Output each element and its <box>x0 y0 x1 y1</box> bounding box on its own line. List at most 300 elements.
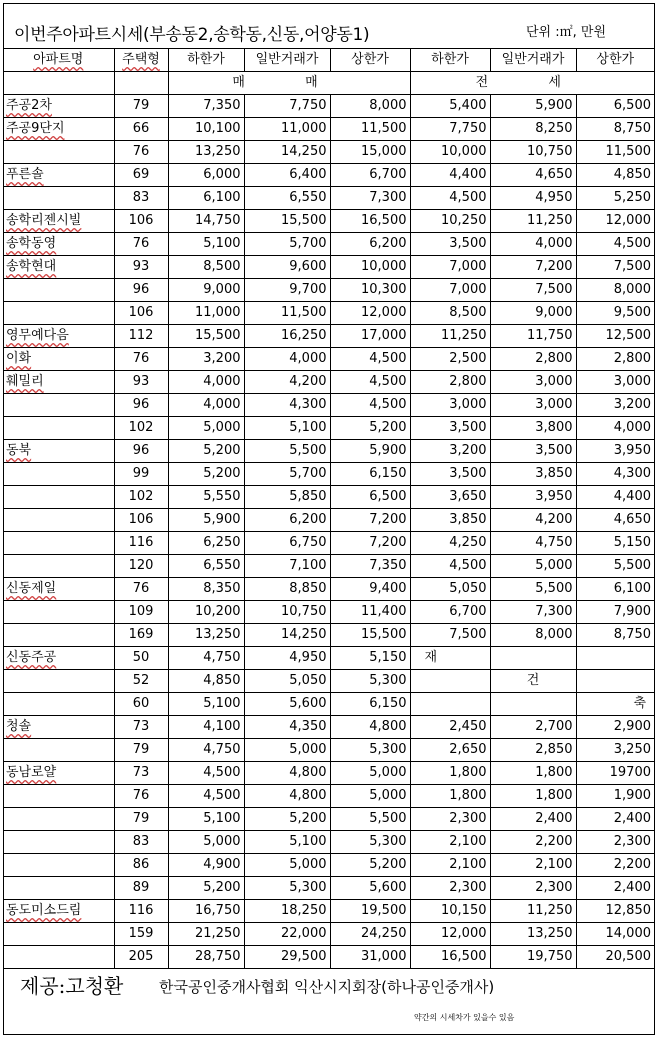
rent-mid-cell: 4,950 <box>490 187 576 210</box>
house-type-cell: 76 <box>114 785 168 808</box>
sale-high-cell: 4,500 <box>330 371 410 394</box>
apartment-name-cell <box>4 808 114 831</box>
rent-low-cell: 1,800 <box>410 762 490 785</box>
house-type-cell: 76 <box>114 233 168 256</box>
table-row <box>4 233 654 256</box>
sale-mid-cell: 4,800 <box>244 785 330 808</box>
sale-low-cell: 14,750 <box>168 210 244 233</box>
table-row <box>4 417 654 440</box>
sale-mid-cell: 14,250 <box>244 624 330 647</box>
rent-low-cell: 8,500 <box>410 302 490 325</box>
sale-mid-cell: 7,750 <box>244 95 330 118</box>
house-type-cell: 159 <box>114 923 168 946</box>
sale-mid-cell: 5,100 <box>244 417 330 440</box>
rent-low-cell: 2,800 <box>410 371 490 394</box>
table-row <box>4 578 654 601</box>
sale-high-cell: 4,500 <box>330 348 410 371</box>
house-type-cell: 50 <box>114 647 168 670</box>
table-row <box>4 716 654 739</box>
price-sheet <box>3 3 655 1035</box>
sale-high-cell: 5,900 <box>330 440 410 463</box>
rent-mid-cell: 4,650 <box>490 164 576 187</box>
sale-low-cell: 4,750 <box>168 739 244 762</box>
rent-high-cell: 6,500 <box>576 95 654 118</box>
sale-mid-cell: 7,100 <box>244 555 330 578</box>
house-type-cell: 73 <box>114 762 168 785</box>
rent-low-cell: 7,750 <box>410 118 490 141</box>
rent-high-cell: 2,200 <box>576 854 654 877</box>
sale-low-cell: 4,850 <box>168 670 244 693</box>
apartment-name-cell: 동남로얄 <box>4 762 114 785</box>
house-type-cell: 106 <box>114 302 168 325</box>
sale-mid-cell: 4,000 <box>244 348 330 371</box>
apartment-name-cell: 주공2차 <box>4 95 114 118</box>
rent-low-cell: 16,500 <box>410 946 490 969</box>
apartment-name-cell: 동도미소드림 <box>4 900 114 923</box>
sale-high-cell: 11,400 <box>330 601 410 624</box>
apartment-name-cell <box>4 279 114 302</box>
table-row <box>4 187 654 210</box>
sale-mid-cell: 11,500 <box>244 302 330 325</box>
sale-low-cell: 6,100 <box>168 187 244 210</box>
rent-high-cell: 4,850 <box>576 164 654 187</box>
rent-high-cell: 4,400 <box>576 486 654 509</box>
rent-mid-cell: 3,850 <box>490 463 576 486</box>
table-row <box>4 877 654 900</box>
table-row <box>4 440 654 463</box>
rent-mid-cell: 11,250 <box>490 210 576 233</box>
house-type-cell: 76 <box>114 348 168 371</box>
sale-low-cell: 6,000 <box>168 164 244 187</box>
rent-high-cell: 8,750 <box>576 118 654 141</box>
house-type-cell: 96 <box>114 279 168 302</box>
section-sale-label: 매 매 <box>168 72 410 95</box>
rent-mid-cell: 7,200 <box>490 256 576 279</box>
sale-low-cell: 4,500 <box>168 785 244 808</box>
rent-low-cell: 10,150 <box>410 900 490 923</box>
table-row <box>4 95 654 118</box>
rent-high-cell: 3,200 <box>576 394 654 417</box>
rent-mid-cell: 9,000 <box>490 302 576 325</box>
table-row <box>4 532 654 555</box>
table-row <box>4 693 654 716</box>
sale-low-cell: 5,100 <box>168 693 244 716</box>
sale-low-cell: 4,000 <box>168 394 244 417</box>
rent-low-cell: 10,000 <box>410 141 490 164</box>
sale-mid-cell: 9,700 <box>244 279 330 302</box>
section-rent-label: 전 세 <box>410 72 654 95</box>
house-type-cell: 102 <box>114 486 168 509</box>
sale-low-cell: 5,200 <box>168 463 244 486</box>
sale-low-cell: 3,200 <box>168 348 244 371</box>
rent-low-cell <box>410 670 490 693</box>
house-type-cell: 89 <box>114 877 168 900</box>
sale-low-cell: 28,750 <box>168 946 244 969</box>
rent-low-cell: 4,500 <box>410 555 490 578</box>
sale-high-cell: 7,200 <box>330 532 410 555</box>
rent-low-cell: 7,000 <box>410 279 490 302</box>
rent-mid-cell: 5,000 <box>490 555 576 578</box>
sale-mid-cell: 22,000 <box>244 923 330 946</box>
rent-mid-cell: 19,750 <box>490 946 576 969</box>
rent-low-cell: 3,000 <box>410 394 490 417</box>
house-type-cell: 69 <box>114 164 168 187</box>
apartment-name-cell <box>4 854 114 877</box>
sale-mid-cell: 4,300 <box>244 394 330 417</box>
sale-high-cell: 11,500 <box>330 118 410 141</box>
house-type-cell: 116 <box>114 532 168 555</box>
rent-mid-cell: 8,000 <box>490 624 576 647</box>
rent-high-cell: 3,000 <box>576 371 654 394</box>
apartment-name-cell <box>4 670 114 693</box>
sale-high-cell: 5,300 <box>330 739 410 762</box>
rent-mid-cell: 10,750 <box>490 141 576 164</box>
rent-mid-cell: 4,200 <box>490 509 576 532</box>
rent-low-cell: 2,100 <box>410 831 490 854</box>
sale-low-cell: 15,500 <box>168 325 244 348</box>
rent-mid-cell: 3,500 <box>490 440 576 463</box>
sale-low-cell: 5,200 <box>168 877 244 900</box>
house-type-cell: 102 <box>114 417 168 440</box>
rent-mid-cell: 3,950 <box>490 486 576 509</box>
table-row <box>4 463 654 486</box>
table-row <box>4 762 654 785</box>
apartment-name-cell <box>4 923 114 946</box>
house-type-cell: 93 <box>114 371 168 394</box>
apartment-name-cell: 신동제일 <box>4 578 114 601</box>
sale-high-cell: 8,000 <box>330 95 410 118</box>
col-header-rent-low: 하한가 <box>410 49 490 72</box>
apartment-name-cell: 청솔 <box>4 716 114 739</box>
table-row <box>4 118 654 141</box>
table-row <box>4 923 654 946</box>
rent-high-cell: 9,500 <box>576 302 654 325</box>
rent-low-cell: 12,000 <box>410 923 490 946</box>
table-row <box>4 900 654 923</box>
sale-high-cell: 7,200 <box>330 509 410 532</box>
sale-high-cell: 31,000 <box>330 946 410 969</box>
sale-high-cell: 19,500 <box>330 900 410 923</box>
sale-low-cell: 11,000 <box>168 302 244 325</box>
sale-mid-cell: 5,200 <box>244 808 330 831</box>
house-type-cell: 205 <box>114 946 168 969</box>
rent-high-cell: 8,000 <box>576 279 654 302</box>
rent-high-cell: 4,500 <box>576 233 654 256</box>
rent-low-cell: 6,700 <box>410 601 490 624</box>
sale-high-cell: 12,000 <box>330 302 410 325</box>
house-type-cell: 96 <box>114 394 168 417</box>
rent-low-cell: 3,500 <box>410 233 490 256</box>
sale-low-cell: 4,500 <box>168 762 244 785</box>
sale-low-cell: 13,250 <box>168 624 244 647</box>
rent-mid-cell: 4,750 <box>490 532 576 555</box>
sale-mid-cell: 4,200 <box>244 371 330 394</box>
apartment-name-cell: 이화 <box>4 348 114 371</box>
sale-high-cell: 4,500 <box>330 394 410 417</box>
house-type-cell: 79 <box>114 95 168 118</box>
table-row <box>4 739 654 762</box>
sale-mid-cell: 4,950 <box>244 647 330 670</box>
table-row <box>4 509 654 532</box>
sale-mid-cell: 10,750 <box>244 601 330 624</box>
sale-low-cell: 7,350 <box>168 95 244 118</box>
rent-high-cell: 3,250 <box>576 739 654 762</box>
sale-high-cell: 5,000 <box>330 762 410 785</box>
table-row <box>4 325 654 348</box>
rent-low-cell: 2,300 <box>410 877 490 900</box>
house-type-cell: 79 <box>114 808 168 831</box>
rent-low-cell: 5,050 <box>410 578 490 601</box>
sale-high-cell: 5,500 <box>330 808 410 831</box>
sale-mid-cell: 5,700 <box>244 463 330 486</box>
apartment-name-cell <box>4 394 114 417</box>
sale-high-cell: 5,600 <box>330 877 410 900</box>
sale-low-cell: 5,000 <box>168 831 244 854</box>
sale-mid-cell: 6,400 <box>244 164 330 187</box>
table-row <box>4 670 654 693</box>
house-type-cell: 76 <box>114 141 168 164</box>
apartment-name-cell: 신동주공 <box>4 647 114 670</box>
sale-high-cell: 6,150 <box>330 463 410 486</box>
rent-mid-cell: 2,100 <box>490 854 576 877</box>
section-blank <box>4 72 114 95</box>
col-header-rent-high: 상한가 <box>576 49 654 72</box>
rent-mid-cell: 1,800 <box>490 785 576 808</box>
sale-low-cell: 5,200 <box>168 440 244 463</box>
sale-high-cell: 6,700 <box>330 164 410 187</box>
house-type-cell: 169 <box>114 624 168 647</box>
sale-low-cell: 4,000 <box>168 371 244 394</box>
house-type-cell: 106 <box>114 210 168 233</box>
sale-mid-cell: 5,300 <box>244 877 330 900</box>
rent-high-cell: 7,500 <box>576 256 654 279</box>
sale-mid-cell: 9,600 <box>244 256 330 279</box>
rent-high-cell: 12,000 <box>576 210 654 233</box>
rent-mid-cell: 2,200 <box>490 831 576 854</box>
table-row <box>4 601 654 624</box>
house-type-cell: 120 <box>114 555 168 578</box>
apartment-name-cell <box>4 532 114 555</box>
rent-high-cell: 11,500 <box>576 141 654 164</box>
rent-high-cell: 4,300 <box>576 463 654 486</box>
rent-mid-cell: 2,300 <box>490 877 576 900</box>
table-row <box>4 302 654 325</box>
apartment-name-cell: 송학리젠시빌 <box>4 210 114 233</box>
table-row <box>4 348 654 371</box>
sale-mid-cell: 5,100 <box>244 831 330 854</box>
apartment-name-cell <box>4 624 114 647</box>
rent-high-cell: 20,500 <box>576 946 654 969</box>
rent-mid-cell: 7,500 <box>490 279 576 302</box>
table-row <box>4 486 654 509</box>
sale-mid-cell: 5,500 <box>244 440 330 463</box>
rent-high-cell: 6,100 <box>576 578 654 601</box>
sale-low-cell: 4,900 <box>168 854 244 877</box>
rent-mid-cell <box>490 693 576 716</box>
rent-mid-cell: 7,300 <box>490 601 576 624</box>
sale-mid-cell: 5,000 <box>244 739 330 762</box>
house-type-cell: 112 <box>114 325 168 348</box>
rent-mid-cell: 5,500 <box>490 578 576 601</box>
sale-high-cell: 6,200 <box>330 233 410 256</box>
rent-mid-cell: 11,250 <box>490 900 576 923</box>
rent-high-cell: 7,900 <box>576 601 654 624</box>
rent-high-cell: 12,850 <box>576 900 654 923</box>
sale-high-cell: 16,500 <box>330 210 410 233</box>
apartment-name-cell <box>4 739 114 762</box>
table-row <box>4 279 654 302</box>
rent-low-cell: 3,500 <box>410 463 490 486</box>
rent-mid-cell: 2,800 <box>490 348 576 371</box>
house-type-cell: 83 <box>114 831 168 854</box>
table-row <box>4 946 654 969</box>
sale-low-cell: 4,750 <box>168 647 244 670</box>
sale-mid-cell: 8,850 <box>244 578 330 601</box>
rent-low-cell: 3,650 <box>410 486 490 509</box>
sale-mid-cell: 18,250 <box>244 900 330 923</box>
rent-mid-cell: 13,250 <box>490 923 576 946</box>
apartment-name-cell <box>4 601 114 624</box>
sale-high-cell: 5,150 <box>330 647 410 670</box>
rent-high-cell: 2,300 <box>576 831 654 854</box>
rent-low-cell: 2,650 <box>410 739 490 762</box>
apartment-name-cell <box>4 877 114 900</box>
section-blank <box>114 72 168 95</box>
rent-high-cell: 3,950 <box>576 440 654 463</box>
apartment-name-cell <box>4 417 114 440</box>
rent-high-cell: 8,750 <box>576 624 654 647</box>
sale-low-cell: 16,750 <box>168 900 244 923</box>
rent-mid-cell: 11,750 <box>490 325 576 348</box>
house-type-cell: 109 <box>114 601 168 624</box>
sale-low-cell: 10,200 <box>168 601 244 624</box>
sale-mid-cell: 11,000 <box>244 118 330 141</box>
sale-high-cell: 10,300 <box>330 279 410 302</box>
house-type-cell: 93 <box>114 256 168 279</box>
sale-high-cell: 7,300 <box>330 187 410 210</box>
sale-mid-cell: 5,850 <box>244 486 330 509</box>
sale-mid-cell: 16,250 <box>244 325 330 348</box>
price-table <box>4 48 654 969</box>
rent-low-cell: 2,500 <box>410 348 490 371</box>
rent-high-cell: 19700 <box>576 762 654 785</box>
fine-print: 약간의 시세차가 있을수 있음 <box>414 1013 515 1022</box>
sale-high-cell: 15,000 <box>330 141 410 164</box>
rent-high-cell: 5,250 <box>576 187 654 210</box>
apartment-name-cell <box>4 946 114 969</box>
sale-high-cell: 9,400 <box>330 578 410 601</box>
sale-mid-cell: 5,050 <box>244 670 330 693</box>
rent-mid-cell: 2,700 <box>490 716 576 739</box>
rent-mid-cell: 3,800 <box>490 417 576 440</box>
rent-high-cell: 4,000 <box>576 417 654 440</box>
apartment-name-cell: 송학동영 <box>4 233 114 256</box>
rent-low-cell: 4,250 <box>410 532 490 555</box>
house-type-cell: 96 <box>114 440 168 463</box>
sale-mid-cell: 6,200 <box>244 509 330 532</box>
page-title: 이번주아파트시세(부송동2,송학동,신동,어양동1) <box>14 25 370 45</box>
sale-mid-cell: 14,250 <box>244 141 330 164</box>
rent-high-cell: 14,000 <box>576 923 654 946</box>
sale-mid-cell: 5,700 <box>244 233 330 256</box>
sale-low-cell: 5,550 <box>168 486 244 509</box>
apartment-name-cell: 영무예다음 <box>4 325 114 348</box>
sale-low-cell: 5,100 <box>168 233 244 256</box>
table-row <box>4 141 654 164</box>
table-row <box>4 854 654 877</box>
rent-mid-cell: 2,400 <box>490 808 576 831</box>
sale-low-cell: 6,550 <box>168 555 244 578</box>
sale-mid-cell: 6,550 <box>244 187 330 210</box>
col-header-sale-mid: 일반거래가 <box>244 49 330 72</box>
rent-low-cell: 11,250 <box>410 325 490 348</box>
rent-low-cell: 4,400 <box>410 164 490 187</box>
rent-low-cell: 3,850 <box>410 509 490 532</box>
sale-low-cell: 4,100 <box>168 716 244 739</box>
table-row <box>4 808 654 831</box>
rent-mid-cell: 3,000 <box>490 371 576 394</box>
rent-low-cell: 7,500 <box>410 624 490 647</box>
rent-low-cell: 7,000 <box>410 256 490 279</box>
rent-mid-cell: 8,250 <box>490 118 576 141</box>
rent-high-cell <box>576 670 654 693</box>
table-row <box>4 256 654 279</box>
rent-high-cell <box>576 647 654 670</box>
table-row <box>4 624 654 647</box>
rent-mid-cell: 건 <box>490 670 576 693</box>
rent-high-cell: 축 <box>576 693 654 716</box>
sale-low-cell: 9,000 <box>168 279 244 302</box>
rent-low-cell: 2,300 <box>410 808 490 831</box>
rent-low-cell: 3,200 <box>410 440 490 463</box>
col-header-type: 주택형 <box>114 49 168 72</box>
sale-high-cell: 10,000 <box>330 256 410 279</box>
rent-high-cell: 4,650 <box>576 509 654 532</box>
house-type-cell: 106 <box>114 509 168 532</box>
apartment-name-cell <box>4 693 114 716</box>
rent-high-cell: 2,400 <box>576 877 654 900</box>
sale-high-cell: 7,350 <box>330 555 410 578</box>
house-type-cell: 76 <box>114 578 168 601</box>
house-type-cell: 52 <box>114 670 168 693</box>
rent-mid-cell <box>490 647 576 670</box>
apartment-name-cell: 주공9단지 <box>4 118 114 141</box>
house-type-cell: 60 <box>114 693 168 716</box>
rent-low-cell: 5,400 <box>410 95 490 118</box>
rent-low-cell: 2,100 <box>410 854 490 877</box>
rent-low-cell: 4,500 <box>410 187 490 210</box>
sale-mid-cell: 29,500 <box>244 946 330 969</box>
apartment-name-cell <box>4 486 114 509</box>
table-row <box>4 371 654 394</box>
apartment-name-cell: 송학현대 <box>4 256 114 279</box>
house-type-cell: 116 <box>114 900 168 923</box>
sale-low-cell: 8,500 <box>168 256 244 279</box>
apartment-name-cell: 푸른솔 <box>4 164 114 187</box>
rent-mid-cell: 5,900 <box>490 95 576 118</box>
sale-low-cell: 21,250 <box>168 923 244 946</box>
sale-high-cell: 4,800 <box>330 716 410 739</box>
rent-low-cell: 3,500 <box>410 417 490 440</box>
rent-high-cell: 1,900 <box>576 785 654 808</box>
sale-high-cell: 5,300 <box>330 831 410 854</box>
apartment-name-cell <box>4 463 114 486</box>
sale-low-cell: 10,100 <box>168 118 244 141</box>
rent-high-cell: 2,800 <box>576 348 654 371</box>
rent-low-cell: 2,450 <box>410 716 490 739</box>
apartment-name-cell: 동북 <box>4 440 114 463</box>
sale-mid-cell: 15,500 <box>244 210 330 233</box>
